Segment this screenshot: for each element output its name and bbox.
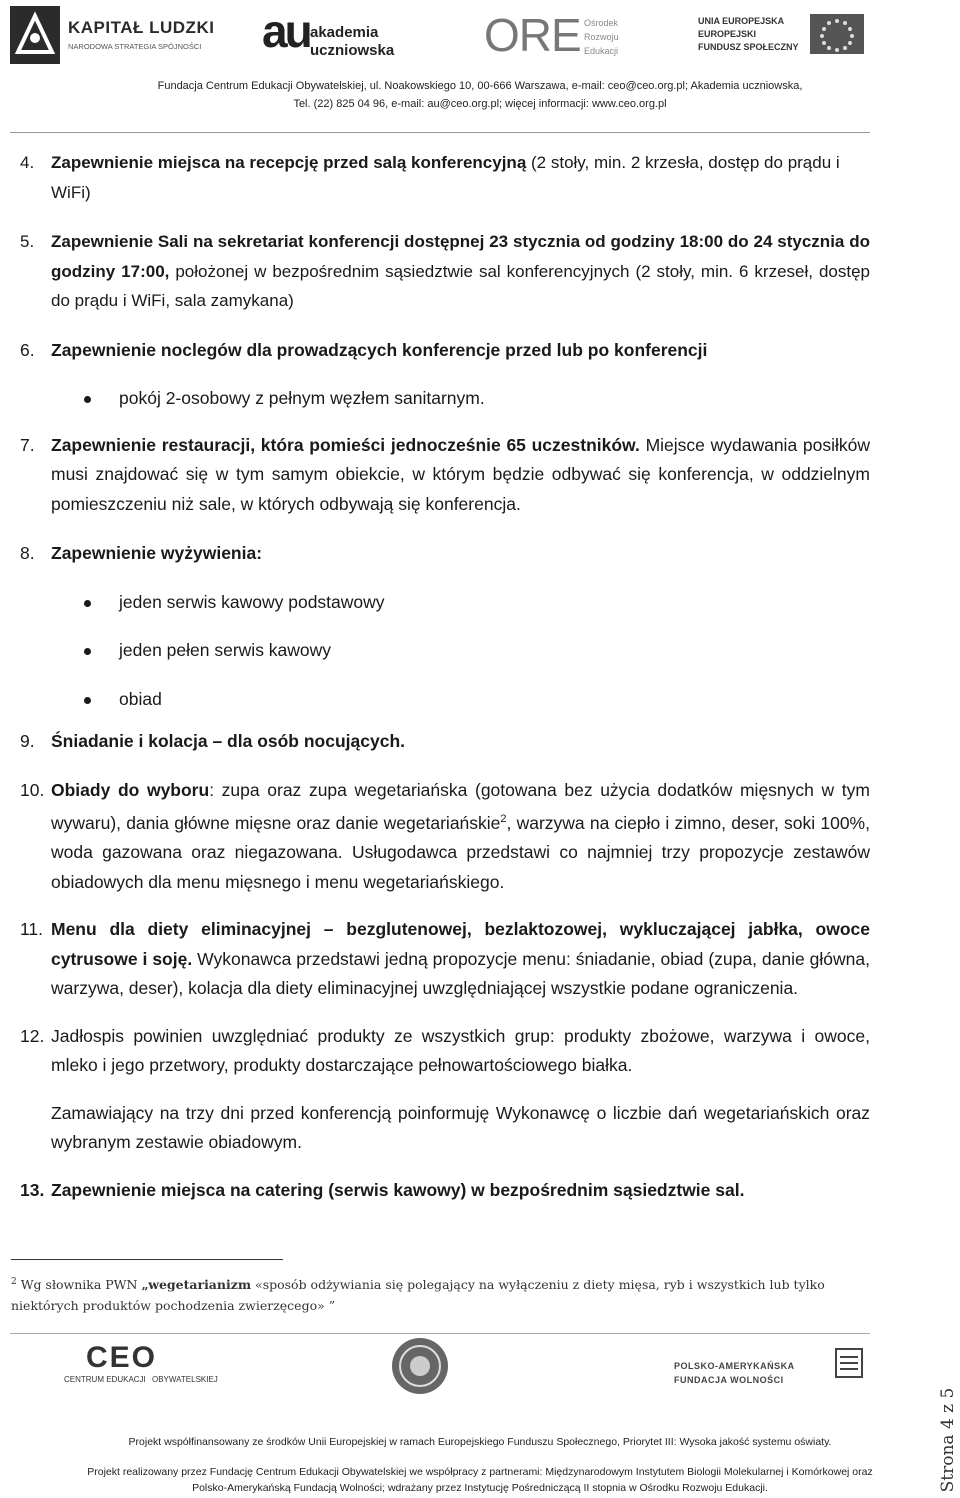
item-10-text-2: , warzywa na ciepło i zimno, deser, soki 100%, woda gazowana oraz niegazowana. Usługodawca przedstawi co najmniej trzy propozycje zestawów obiadowych dla menu mięsnego i menu wegetariańskiego.	[51, 812, 870, 892]
ceo-mark: CEO	[86, 1341, 158, 1374]
footnote	[11, 1272, 861, 1316]
kapital-ludzki-subtitle: NARODOWA STRATEGIA SPÓJNOŚCI	[68, 42, 202, 51]
item-11-text: Wykonawca przedstawi jedną propozycje menu: śniadanie, obiad (zupa, danie główna, warzywa, deser), kolacja dla diety eliminacyjnej uwzględniającej wszystkie podane ograniczenia.	[51, 948, 870, 999]
item-8-bold: Zapewnienie wyżywienia:	[51, 543, 263, 563]
bullet-item	[20, 384, 870, 414]
pafw-logo	[674, 1361, 864, 1395]
eu-flag-icon	[810, 14, 864, 54]
list-item-10	[20, 776, 870, 898]
akademia-uczniowska-logo	[262, 5, 402, 64]
footnote-mark: 2	[11, 1277, 17, 1287]
item-5-bold: Zapewnienie Sali na sekretariat konferencji dostępnej 23 stycznia od godziny 18:00 do 24 stycznia do godziny 17:00,	[51, 232, 870, 281]
item-10-bold: Obiady do wyboru	[51, 779, 210, 800]
item-11-bold: Menu dla diety eliminacyjnej – bezglutenowej, bezlaktozowej, wykluczającej jabłka, owoce cytrusowe i soję.	[51, 919, 870, 969]
header-contact-line-1: Fundacja Centrum Edukacji Obywatelskiej, ul. Noakowskiego 10, 00-666 Warszawa, e-mail: ceo@ceo.org.pl; Akademia uczniowska,	[157, 80, 803, 92]
ue-line3: FUNDUSZ SPOŁECZNY	[698, 42, 799, 52]
bullet-text: pokój 2-osobowy z pełnym węzłem sanitarnym.	[119, 388, 485, 408]
bullet-text: obiad	[119, 688, 162, 709]
ore-line3: Edukacji	[584, 46, 619, 56]
item-number: 9.	[20, 731, 35, 751]
item-number: 4.	[20, 153, 35, 172]
list-item-11	[20, 915, 870, 1004]
list-item-6	[20, 336, 870, 366]
bullet-text: jeden serwis kawowy podstawowy	[119, 591, 385, 612]
item-7-bold: Zapewnienie restauracji, która pomieści jednocześnie 65 uczestników.	[51, 434, 640, 455]
item-number: 11.	[20, 919, 44, 940]
ceo-line1: CENTRUM EDUKACJI	[64, 1375, 146, 1384]
pafw-line2: FUNDACJA WOLNOŚCI	[674, 1375, 784, 1385]
item-number: 8.	[20, 543, 35, 563]
item-number: 7.	[20, 434, 35, 455]
item-number: 10.	[20, 779, 45, 800]
item-12-text: Jadłospis powinien uwzględniać produkty ze wszystkich grup: produkty zbożowe, warzywa i owoce, mleko i jego przetwory, produkty dostarczające pełnowartościowego białka.	[51, 1025, 870, 1076]
header-divider	[10, 132, 870, 133]
item-number: 5.	[20, 232, 35, 251]
item-number: 6.	[20, 339, 35, 360]
item-number: 12.	[20, 1025, 45, 1046]
list-item-4	[20, 148, 870, 207]
footnote-divider	[11, 1259, 283, 1260]
item-5-text: położonej w bezpośrednim sąsiedztwie sal konferencyjnych (2 stoły, min. 6 krzeseł, dostęp do prądu i WiFi, sala zamykana)	[51, 261, 870, 310]
footer-line-3: Polsko-Amerykańską Fundacją Wolności; wdrażany przez Instytucję Pośredniczącą II stopnia w Ośrodku Rozwoju Edukacji.	[192, 1482, 768, 1494]
list-item-5	[20, 227, 870, 316]
partner-seal-icon	[390, 1336, 450, 1396]
ceo-logo	[56, 1341, 218, 1393]
ore-line1: Ośrodek	[584, 18, 619, 28]
bullet-item	[20, 685, 870, 715]
ore-mark: ORE	[484, 9, 581, 61]
footnote-pre: Wg słownika PWN	[16, 1277, 142, 1293]
page-number	[938, 1385, 960, 1495]
kapital-ludzki-logo	[10, 6, 215, 64]
item-12-paragraph-2-text: Zamawiający na trzy dni przed konferencją poinformuję Wykonawcę o liczbie dań wegetariańskich oraz wybranym zestawie obiadowym.	[51, 1102, 870, 1153]
item-number: 13.	[20, 1179, 45, 1200]
footnote-reference: 2	[500, 813, 507, 825]
footnote-definition: «sposób odżywiania się polegający na wyłączeniu z diety mięsa, ryb i wszystkich lub tylko niektórych produktów pochodzenia zwierzęcego» ”	[11, 1277, 825, 1314]
item-10-text-1: : zupa oraz zupa wegetariańska (gotowana bez użycia dodatków mięsnych w tym wywaru), dania główne mięsne oraz danie wegetariańskie	[51, 779, 870, 833]
footer-divider	[10, 1333, 870, 1334]
pafw-emblem-icon	[834, 1347, 864, 1379]
list-item-7	[20, 431, 870, 520]
document-body	[20, 148, 870, 1205]
footnote-term: „wegetarianizm	[141, 1277, 252, 1293]
kapital-ludzki-emblem-icon	[10, 6, 60, 64]
item-12-paragraph-2	[20, 1099, 870, 1158]
list-item-12	[20, 1022, 870, 1081]
pafw-line1: POLSKO-AMERYKAŃSKA	[674, 1361, 795, 1371]
item-7-text: Miejsce wydawania posiłków musi znajdować się w tym samym obiekcie, w którym będzie odbywać się konferencja, w oddzielnym pomieszczeniu niż sale, w których odbywają się konferencja.	[51, 434, 870, 514]
header-logos	[0, 0, 960, 80]
footer-line-1: Projekt współfinansowany ze środków Unii Europejskiej w ramach Europejskiego Funduszu Społecznego, Priorytet III: Wysoka jakość systemu oświaty.	[128, 1436, 832, 1448]
bullet-item	[20, 636, 870, 666]
bullet-icon	[84, 697, 91, 704]
au-mark: au	[262, 5, 310, 57]
bullet-icon	[84, 648, 91, 655]
list-item-8	[20, 539, 870, 569]
kapital-ludzki-title: KAPITAŁ LUDZKI	[68, 18, 215, 37]
ceo-line2: OBYWATELSKIEJ	[152, 1375, 218, 1384]
list-item-13	[20, 1176, 870, 1206]
ue-line2: EUROPEJSKI	[698, 29, 757, 39]
footer-line-2: Projekt realizowany przez Fundację Centrum Edukacji Obywatelskiej we współpracy z partnerami: Międzynarodowym Instytutem Biologii Molekularnej i Komórkowej oraz	[87, 1466, 873, 1478]
item-9-bold: Śniadanie i kolacja – dla osób nocujących.	[51, 731, 406, 751]
bullet-text: jeden pełen serwis kawowy	[119, 640, 332, 660]
bullet-icon	[84, 600, 91, 607]
au-line2: uczniowska	[310, 42, 395, 59]
bullet-icon	[84, 396, 91, 403]
au-line1: akademia	[310, 24, 379, 41]
item-13-bold: Zapewnienie miejsca na catering (serwis kawowy) w bezpośrednim sąsiedztwie sal.	[51, 1179, 745, 1200]
item-6-bold: Zapewnienie noclegów dla prowadzących konferencje przed lub po konferencji	[51, 339, 708, 360]
item-4-text: (2 stoły, min. 2 krzesła, dostęp do prądu i WiFi)	[51, 153, 840, 202]
ore-line2: Rozwoju	[584, 32, 619, 42]
page-number-text: Strona 4 z 5	[938, 1387, 958, 1493]
unia-europejska-logo	[690, 10, 870, 66]
bullet-item	[20, 588, 870, 618]
item-4-bold: Zapewnienie miejsca na recepcję przed salą konferencyjną	[51, 153, 527, 172]
header-contact-line-2: Tel. (22) 825 04 96, e-mail: au@ceo.org.pl; więcej informacji: www.ceo.org.pl	[293, 98, 667, 110]
list-item-9	[20, 727, 870, 757]
ore-logo	[484, 8, 634, 64]
ue-line1: UNIA EUROPEJSKA	[698, 16, 785, 26]
